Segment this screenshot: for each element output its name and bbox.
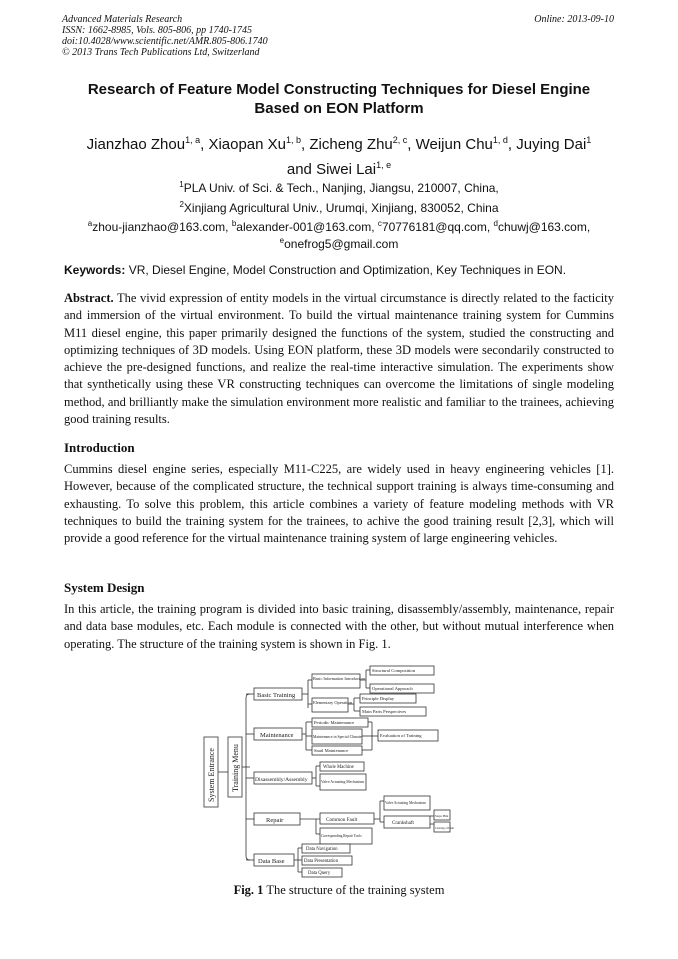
- node-crankshaft: Crankshaft: [392, 821, 414, 826]
- node-periodic: Periodic Maintenance: [314, 720, 355, 725]
- node-basic-training: Basic Training: [257, 692, 296, 699]
- node-evaluation: Evaluation of Training: [380, 733, 422, 738]
- node-operational: Operational Approach: [372, 686, 413, 691]
- issn-line: ISSN: 1662-8985, Vols. 805-806, pp 1740-1745: [62, 25, 252, 36]
- node-snail: Snail Maintenance: [314, 748, 349, 753]
- node-navigation: Data Navigation: [306, 847, 338, 852]
- affiliation-2: [50, 197, 628, 216]
- author-name: Weijun Chu: [415, 136, 493, 153]
- author-name: Juying Dai: [516, 136, 587, 153]
- doi-line: doi:10.4028/www.scientific.net/AMR.805-806.1740: [62, 36, 268, 47]
- author-sup: 1, a: [185, 135, 201, 145]
- node-maintenance: Maintenance: [260, 732, 294, 739]
- node-basic-info: Basic Information Introduction: [313, 676, 366, 681]
- affiliation-text: Xinjiang Agricultural Univ., Urumqi, Xinjiang, 830052, China: [183, 201, 499, 215]
- author-sup: 1, b: [286, 135, 302, 145]
- caption-text: The structure of the training system: [266, 883, 445, 897]
- figure-caption: [0, 883, 678, 898]
- title-line-2: Based on EON Platform: [254, 100, 424, 117]
- keywords-text: VR, Diesel Engine, Model Construction and Optimization, Key Techniques in EON.: [128, 263, 567, 277]
- node-main-parts: Main Parts Perspectives: [362, 709, 407, 714]
- node-special: Maintenance in Special Climate: [313, 735, 362, 739]
- abstract: [64, 290, 614, 428]
- author-name: Siwei Lai: [316, 161, 377, 178]
- node-corresponding: Corresponding Repair Tools: [321, 834, 362, 838]
- node-query: Data Query: [308, 871, 331, 876]
- node-whole-machine: Whole Machine: [323, 765, 354, 770]
- author-name: Jianzhao Zhou: [86, 136, 186, 153]
- author-sup: 1: [586, 135, 592, 145]
- abstract-text: The vivid expression of entity models in the virtual circumstance is directly related to the facticity and immersion of the virtual environment. To build the virtual maintenance training system for Cummins M11 diesel engine, this paper primarily designed the functions of the system, studied the constructing and optimizing techniques of 3D models. Using EON platform, these 3D models were secondarily constructed to achieve the pre-designed functions, and realize the real-time interactive simulation. The experiments show that synthetically using these VR constructing techniques can overcome the limitations of single modeling method, and brilliantly make the simulation environment more realistic and familiar to the trainees, achieving good training results.: [64, 291, 614, 427]
- node-clearing: Clearing of Fault: [435, 827, 455, 830]
- node-steps-hint: Steps Hint: [435, 814, 449, 818]
- journal-header: [62, 14, 268, 58]
- node-valve-2: Valve Actuating Mechanism: [385, 801, 426, 805]
- email-link[interactable]: chuwj@163.com,: [497, 220, 591, 234]
- node-valve: Valve Actuating Mechanism: [321, 780, 365, 784]
- author-list: Jianzhao Zhou$^{1, a}$, Xiaopan Xu$^{1, b}$, Zicheng Zhu$^{2, c}$, Weijun Chu$^{1, d}$, Juying Dai$^1$ and Siwei Lai$^{1, e}$: [86, 135, 592, 178]
- affiliation-sup: 1: [179, 180, 184, 189]
- affiliation-1: [50, 177, 628, 196]
- caption-label: Fig. 1: [233, 883, 264, 897]
- email-link[interactable]: zhou-jianzhao@163.com,: [92, 220, 229, 234]
- email-list: $^a$zhou-jianzhao@163.com, $^b$alexander-001@163.com, $^c$70776181@qq.com, $^d$chuwj@163.com, $^e$onefrog5@gmail.com: [87, 219, 591, 251]
- keywords: [64, 263, 614, 278]
- journal-name: Advanced Materials Research: [62, 14, 183, 25]
- paper-title: [50, 80, 628, 118]
- online-date: Online: 2013-09-10: [534, 14, 614, 25]
- email-link[interactable]: 70776181@qq.com,: [381, 220, 491, 234]
- affiliation-sup: 2: [179, 200, 184, 209]
- structure-diagram: [200, 662, 455, 878]
- introduction-text: Cummins diesel engine series, especially M11-C225, are widely used in heavy engineering vehicles [1]. However, because of the complicated structure, the technical support training is always time-consuming and exhausting. To solve this problem, this article combines a variety of feature modeling methods with VR techniques to build the training system for the trainees, to achive the good training result [2,3], which will provide a good reference for the virtual maintenance training system of large engineering vehicles.: [64, 462, 614, 546]
- author-sup: 2, c: [392, 135, 408, 145]
- node-presentation: Data Presentation: [304, 859, 338, 864]
- node-principle: Principle Display: [362, 696, 395, 701]
- node-disassembly: Disassembly/Assembly: [255, 777, 308, 783]
- node-training-menu: Training Menu: [231, 744, 240, 792]
- node-system-entrance: System Entrance: [207, 748, 216, 802]
- author-name: Zicheng Zhu: [309, 136, 393, 153]
- author-sup: 1, e: [376, 160, 392, 170]
- email-link[interactable]: onefrog5@gmail.com: [284, 237, 399, 251]
- title-line-1: Research of Feature Model Constructing Techniques for Diesel Engine: [87, 81, 591, 98]
- copyright-line: © 2013 Trans Tech Publications Ltd, Switzerland: [62, 47, 260, 58]
- node-common-fault: Common Fault: [326, 817, 358, 823]
- author-name: Xiaopan Xu: [208, 136, 287, 153]
- email-link[interactable]: alexander-001@163.com,: [236, 220, 375, 234]
- node-repair: Repair: [266, 817, 284, 824]
- system-design-heading: System Design: [64, 580, 145, 595]
- affiliation-text: PLA Univ. of Sci. & Tech., Nanjing, Jiangsu, 210007, China,: [183, 181, 499, 195]
- system-design-text: In this article, the training program is divided into basic training, disassembly/assembly, maintenance, repair and data base modules, etc. Each module is connected with the other, but without mutual interference when operating. The structure of the training system is shown in Fig. 1.: [64, 602, 614, 651]
- node-structural: Structural Composition: [372, 668, 416, 673]
- abstract-label: Abstract.: [64, 291, 114, 305]
- keywords-label: Keywords:: [64, 263, 126, 277]
- introduction-heading: Introduction: [64, 440, 135, 455]
- author-sup: 1, d: [492, 135, 508, 145]
- node-elementary: Elementary Operation: [313, 700, 352, 705]
- node-database: Data Base: [258, 858, 285, 865]
